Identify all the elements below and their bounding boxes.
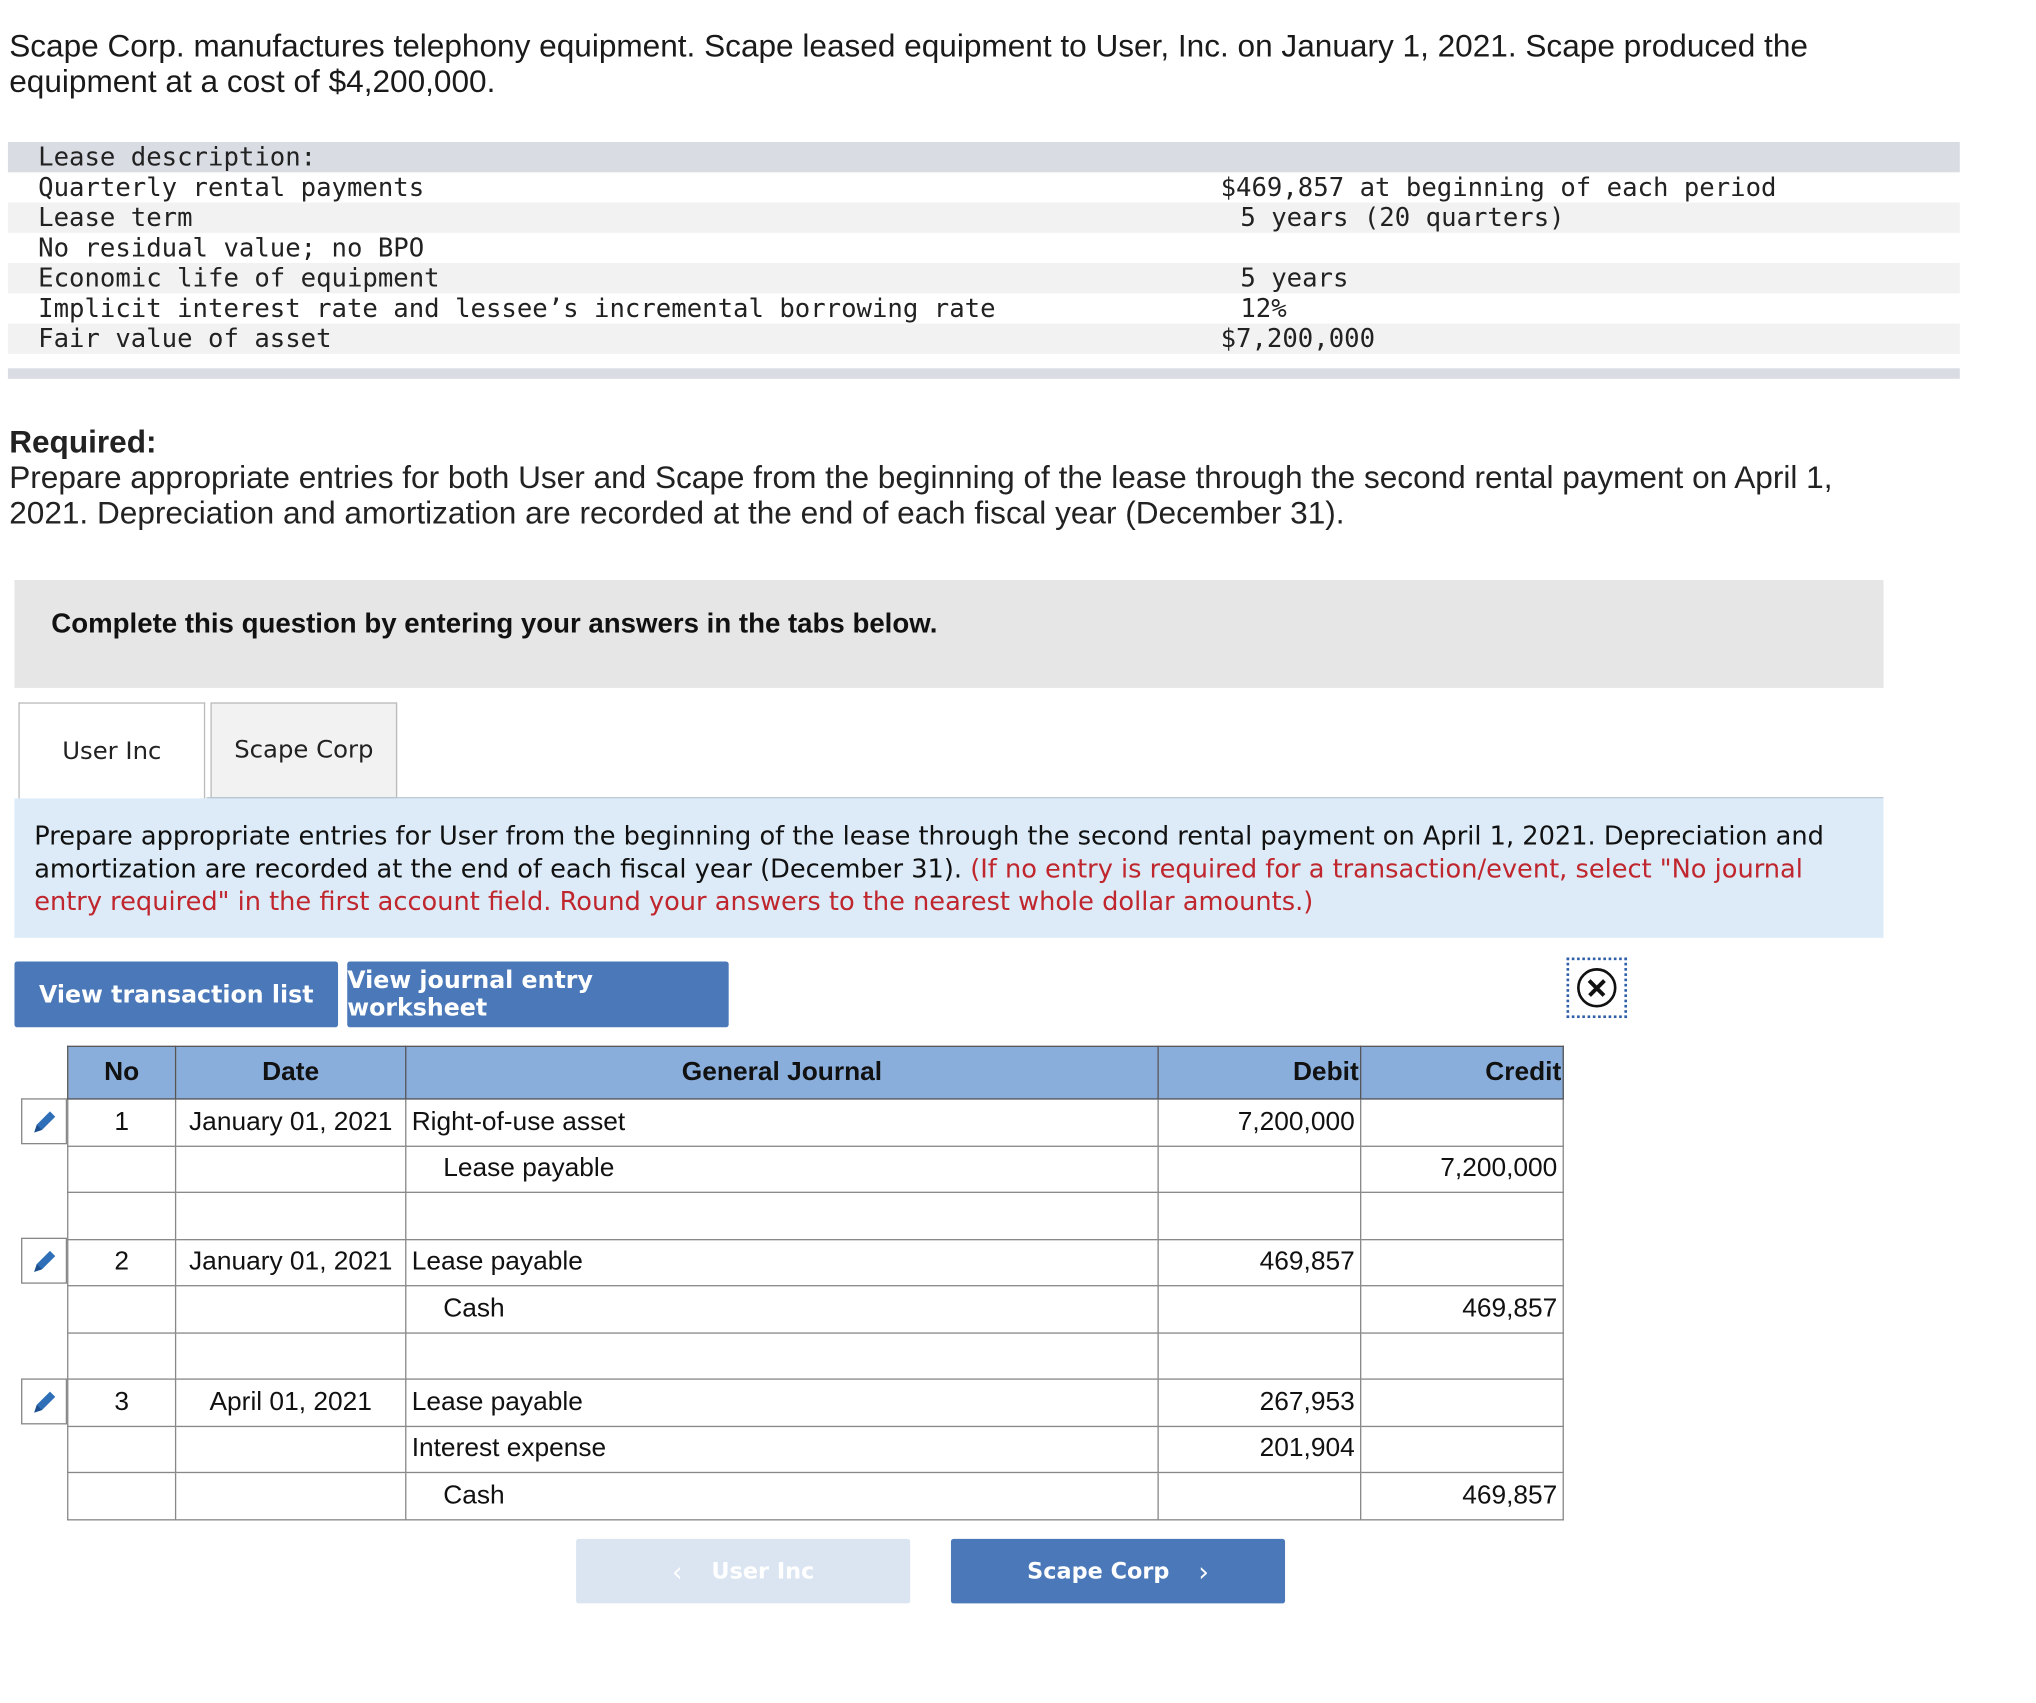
- next-tab-label: Scape Corp: [1027, 1557, 1170, 1585]
- required-section: [9, 425, 1903, 532]
- entry-debit: [1158, 1146, 1361, 1193]
- pencil-icon: [30, 1246, 59, 1275]
- lease-value: 5 years: [1240, 263, 1349, 294]
- lease-label: Implicit interest rate and lessee’s incremental borrowing rate: [38, 293, 996, 324]
- instruction-box: [14, 798, 1883, 937]
- entry-no: [68, 1426, 176, 1473]
- entry-debit: [1158, 1472, 1361, 1519]
- entry-credit: 7,200,000: [1361, 1146, 1564, 1193]
- journal-header-row: [68, 1046, 1563, 1099]
- table-row: [68, 1239, 1563, 1286]
- entry-credit: [1361, 1426, 1564, 1473]
- table-row: [68, 1099, 1563, 1146]
- entry-date: [176, 1426, 406, 1473]
- pencil-icon: [30, 1107, 59, 1136]
- entry-no: 3: [68, 1379, 176, 1426]
- entry-date: [176, 1286, 406, 1333]
- table-row: [68, 1192, 1563, 1239]
- entry-credit: 469,857: [1361, 1286, 1564, 1333]
- lease-row: [8, 293, 1960, 323]
- required-title: Required:: [9, 424, 157, 461]
- prev-tab-button[interactable]: [576, 1539, 910, 1603]
- lease-value: $7,200,000: [1220, 323, 1376, 354]
- lease-label: Lease term: [38, 202, 193, 233]
- instruction-note: (If no entry is required for a transaction/event, select "No journal entry required" in the first account field. Round your answers to the nearest whole dollar amounts.): [34, 853, 1803, 917]
- pencil-icon: [30, 1387, 59, 1416]
- tab-scape-corp[interactable]: Scape Corp: [210, 702, 397, 798]
- table-row: [68, 1286, 1563, 1333]
- entry-credit: [1361, 1192, 1564, 1239]
- close-button[interactable]: [1567, 958, 1628, 1019]
- tab-user-inc[interactable]: User Inc: [18, 702, 205, 799]
- entry-debit: [1158, 1192, 1361, 1239]
- entry-date: [176, 1146, 406, 1193]
- header-date: Date: [176, 1046, 406, 1099]
- header-credit: Credit: [1361, 1046, 1564, 1099]
- entry-account: [406, 1192, 1158, 1239]
- table-row: [68, 1426, 1563, 1473]
- header-no: No: [68, 1046, 176, 1099]
- entry-no: 1: [68, 1099, 176, 1146]
- entry-account: Lease payable: [406, 1379, 1158, 1426]
- entry-account: Right-of-use asset: [406, 1099, 1158, 1146]
- header-general-journal: General Journal: [406, 1046, 1158, 1099]
- lease-row: [8, 172, 1960, 202]
- entry-no: [68, 1286, 176, 1333]
- entry-credit: [1361, 1332, 1564, 1379]
- instruction-text: Prepare appropriate entries for User from the beginning of the lease through the second rental payment on April 1, 2021. Depreciation and amortization are recorded at the end of each fiscal year (December 31).: [34, 820, 1824, 884]
- entry-no: [68, 1332, 176, 1379]
- lease-table-bottom-bar: [8, 368, 1960, 379]
- lease-row: [8, 263, 1960, 293]
- required-text: Prepare appropriate entries for both User and Scape from the beginning of the lease through the second rental payment on April 1, 2021. Depreciation and amortization are recorded at the end of each fiscal year (December 31).: [9, 460, 1833, 532]
- lease-heading-row: [8, 142, 1960, 172]
- entry-date: [176, 1472, 406, 1519]
- header-debit: Debit: [1158, 1046, 1361, 1099]
- entry-account: Cash: [406, 1472, 1158, 1519]
- table-row: [68, 1146, 1563, 1193]
- entry-date: [176, 1332, 406, 1379]
- chevron-right-icon: ›: [1198, 1555, 1209, 1587]
- entry-credit: [1361, 1239, 1564, 1286]
- entry-credit: 469,857: [1361, 1472, 1564, 1519]
- complete-prompt-box: [14, 580, 1883, 688]
- lease-value: 5 years (20 quarters): [1240, 202, 1565, 233]
- table-row: [68, 1379, 1563, 1426]
- entry-no: 2: [68, 1239, 176, 1286]
- lease-heading: Lease description:: [38, 142, 317, 173]
- lease-label: Economic life of equipment: [38, 263, 440, 294]
- entry-date: [176, 1192, 406, 1239]
- entry-no: [68, 1192, 176, 1239]
- problem-intro: Scape Corp. manufactures telephony equipment. Scape leased equipment to User, Inc. on January 1, 2021. Scape produced the equipment at a cost of $4,200,000.: [9, 28, 1808, 100]
- entry-account: Lease payable: [406, 1146, 1158, 1193]
- entry-debit: 201,904: [1158, 1426, 1361, 1473]
- lease-label: Fair value of asset: [38, 323, 332, 354]
- prev-tab-label: User Inc: [711, 1557, 815, 1585]
- entry-credit: [1361, 1379, 1564, 1426]
- instruction-paragraph: [34, 819, 1862, 918]
- entry-no: [68, 1472, 176, 1519]
- edit-entry-3-button[interactable]: [21, 1378, 67, 1424]
- entry-date: January 01, 2021: [176, 1099, 406, 1146]
- entry-date: January 01, 2021: [176, 1239, 406, 1286]
- entry-account: [406, 1332, 1158, 1379]
- entry-debit: 267,953: [1158, 1379, 1361, 1426]
- general-journal-table: [67, 1046, 1564, 1520]
- view-transaction-list-button[interactable]: View transaction list: [14, 961, 338, 1027]
- lease-value: $469,857 at beginning of each period: [1220, 172, 1777, 203]
- entry-no: [68, 1146, 176, 1193]
- lease-value: 12%: [1240, 293, 1287, 324]
- complete-prompt: Complete this question by entering your answers in the tabs below.: [51, 608, 938, 640]
- entry-debit: 469,857: [1158, 1239, 1361, 1286]
- entry-debit: 7,200,000: [1158, 1099, 1361, 1146]
- view-journal-entry-worksheet-button[interactable]: View journal entry worksheet: [347, 961, 728, 1027]
- entry-account: Lease payable: [406, 1239, 1158, 1286]
- lease-description-table: [8, 142, 1960, 379]
- lease-label: Quarterly rental payments: [38, 172, 425, 203]
- entry-account: Interest expense: [406, 1426, 1158, 1473]
- entry-date: April 01, 2021: [176, 1379, 406, 1426]
- entry-debit: [1158, 1332, 1361, 1379]
- lease-row: [8, 233, 1960, 263]
- entry-debit: [1158, 1286, 1361, 1333]
- entry-account: Cash: [406, 1286, 1158, 1333]
- close-icon: [1577, 968, 1616, 1007]
- edit-entry-2-button[interactable]: [21, 1238, 67, 1284]
- entry-credit: [1361, 1099, 1564, 1146]
- table-row: [68, 1472, 1563, 1519]
- chevron-left-icon: ‹: [671, 1555, 683, 1587]
- lease-row: [8, 324, 1960, 354]
- edit-entry-1-button[interactable]: [21, 1098, 67, 1144]
- next-tab-button[interactable]: [951, 1539, 1285, 1603]
- lease-row: [8, 203, 1960, 233]
- lease-label: No residual value; no BPO: [38, 232, 425, 264]
- table-row: [68, 1332, 1563, 1379]
